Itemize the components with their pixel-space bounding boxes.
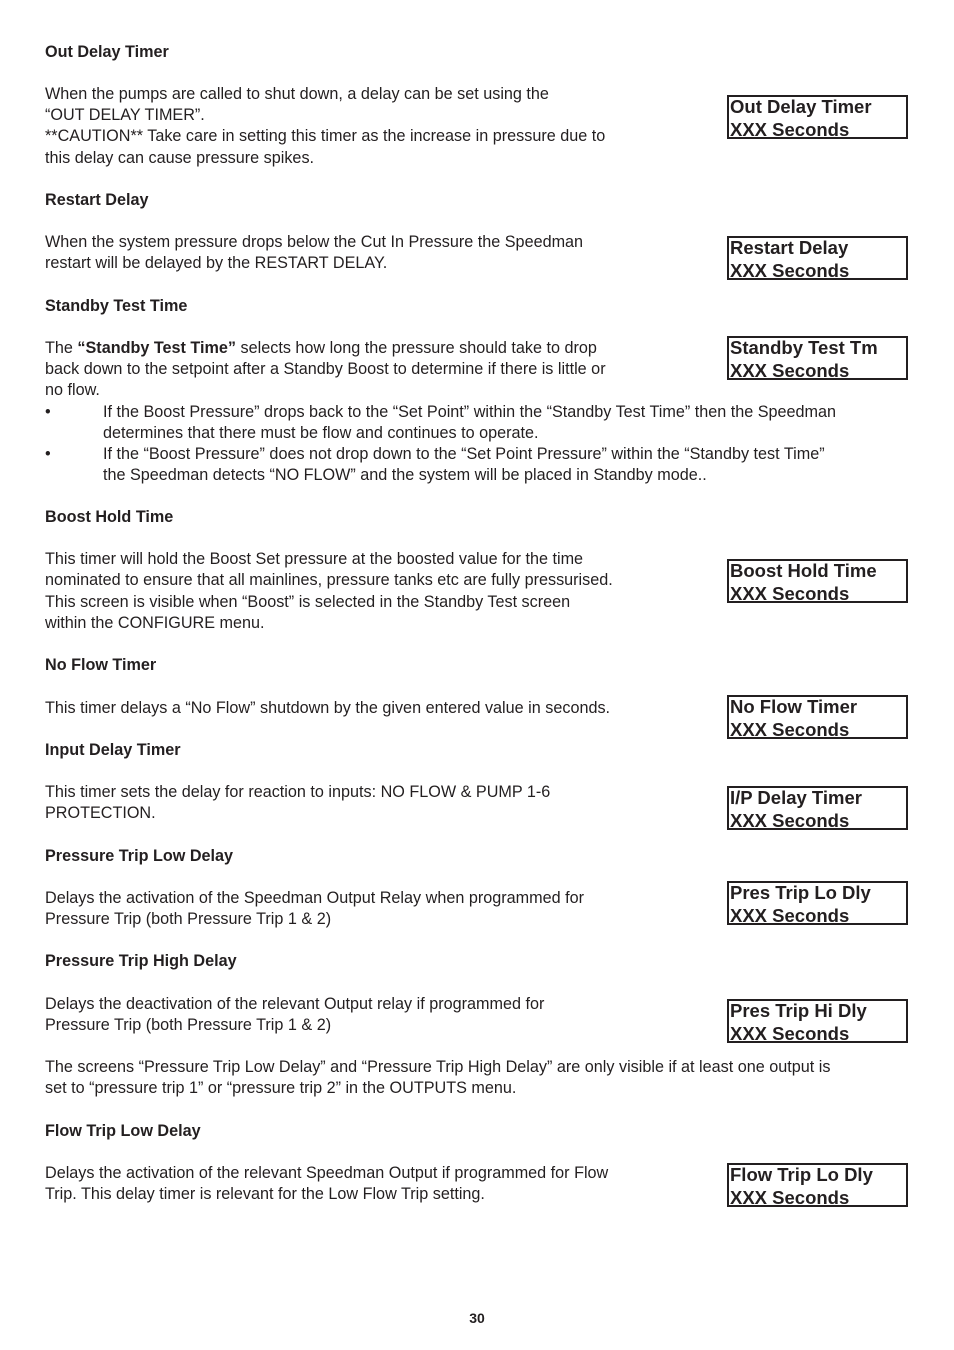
out-delay-line-1: When the pumps are called to shut down, a delay can be set using the [45,85,549,103]
bullet-2-line-1: If the “Boost Pressure” does not drop down to the “Set Point Pressure” within the “Standby test Time” [103,445,825,463]
pres-trip-low-line-2: Pressure Trip (both Pressure Trip 1 & 2) [45,910,332,928]
out-delay-line-3: **CAUTION** Take care in setting this timer as the increase in pressure due to [45,127,606,145]
boost-hold-line-1: This timer will hold the Boost Set pressure at the boosted value for the time [45,550,584,568]
display-standby-test-tm [727,336,908,380]
bullet-1-line-1: If the Boost Pressure” drops back to the “Set Point” within the “Standby Test Time” then the Speedman [103,403,837,421]
heading-no-flow-timer: No Flow Timer [45,656,157,674]
display-ip-delay-timer [727,786,908,830]
heading-pressure-trip-low-delay: Pressure Trip Low Delay [45,847,234,865]
heading-restart-delay: Restart Delay [45,191,149,209]
flow-trip-low-line-2: Trip. This delay timer is relevant for the Low Flow Trip setting. [45,1185,485,1203]
out-delay-line-4: this delay can cause pressure spikes. [45,149,315,167]
boost-hold-line-4: within the CONFIGURE menu. [45,614,265,632]
heading-boost-hold-time: Boost Hold Time [45,508,174,526]
restart-delay-line-2: restart will be delayed by the RESTART DELAY. [45,254,388,272]
input-delay-line-2: PROTECTION. [45,804,156,822]
display-line-2: XXX Seconds [730,583,850,604]
display-line-2: XXX Seconds [730,719,850,740]
boost-hold-line-2: nominated to ensure that all mainlines, pressure tanks etc are fully pressurised. [45,571,613,589]
display-line-2: XXX Seconds [730,260,850,281]
heading-standby-test-time: Standby Test Time [45,297,188,315]
standby-test-term: “Standby Test Time” [77,339,237,357]
display-boost-hold-time [727,559,908,603]
display-line-1: Pres Trip Hi Dly [730,1000,867,1021]
heading-input-delay-timer: Input Delay Timer [45,741,181,759]
heading-pressure-trip-high-delay: Pressure Trip High Delay [45,952,237,970]
display-flow-trip-lo-dly [727,1163,908,1207]
restart-delay-line-1: When the system pressure drops below the Cut In Pressure the Speedman [45,233,584,251]
display-out-delay-timer [727,95,908,139]
display-line-1: Out Delay Timer [730,96,872,117]
heading-flow-trip-low-delay: Flow Trip Low Delay [45,1122,201,1140]
display-line-2: XXX Seconds [730,360,850,381]
pres-trip-high-line-1: Delays the deactivation of the relevant Output relay if programmed for [45,995,545,1013]
pres-trip-low-line-1: Delays the activation of the Speedman Output Relay when programmed for [45,889,584,907]
standby-test-line-3: no flow. [45,381,100,399]
bullet-1-line-2: determines that there must be flow and continues to operate. [103,424,539,442]
display-line-2: XXX Seconds [730,905,850,926]
display-line-2: XXX Seconds [730,119,850,140]
standby-test-line-1 [45,338,597,359]
page-number: 30 [469,1310,485,1326]
heading-out-delay-timer: Out Delay Timer [45,43,169,61]
display-pres-trip-lo-dly [727,881,908,925]
display-line-2: XXX Seconds [730,810,850,831]
display-line-1: Restart Delay [730,237,849,258]
display-line-2: XXX Seconds [730,1023,850,1044]
display-line-1: Flow Trip Lo Dly [730,1164,873,1185]
pres-trip-high-line-2: Pressure Trip (both Pressure Trip 1 & 2) [45,1016,332,1034]
input-delay-line-1: This timer sets the delay for reaction to inputs: NO FLOW & PUMP 1-6 [45,783,551,801]
display-pres-trip-hi-dly [727,999,908,1043]
boost-hold-line-3: This screen is visible when “Boost” is selected in the Standby Test screen [45,593,571,611]
standby-test-line-1-post: selects how long the pressure should take to drop [236,339,597,357]
pres-trip-note-line-2: set to “pressure trip 1” or “pressure trip 2” in the OUTPUTS menu. [45,1079,517,1097]
no-flow-line-1: This timer delays a “No Flow” shutdown by the given entered value in seconds. [45,699,611,717]
standby-test-line-1-pre: The [45,339,78,357]
display-line-2: XXX Seconds [730,1187,850,1208]
display-restart-delay [727,236,908,280]
display-no-flow-timer [727,695,908,739]
standby-test-line-2: back down to the setpoint after a Standby Boost to determine if there is little or [45,360,606,378]
bullet-2-line-2: the Speedman detects “NO FLOW” and the system will be placed in Standby mode.. [103,466,707,484]
out-delay-line-2: “OUT DELAY TIMER”. [45,106,205,124]
flow-trip-low-line-1: Delays the activation of the relevant Speedman Output if programmed for Flow [45,1164,609,1182]
display-line-1: Pres Trip Lo Dly [730,882,871,903]
bullet-marker: • [45,403,51,421]
bullet-marker: • [45,445,51,463]
display-line-1: No Flow Timer [730,696,858,717]
display-line-1: Standby Test Tm [730,337,878,358]
display-line-1: Boost Hold Time [730,560,877,581]
display-line-1: I/P Delay Timer [730,787,862,808]
pres-trip-note-line-1: The screens “Pressure Trip Low Delay” and “Pressure Trip High Delay” are only visible if at least one output is [45,1058,831,1076]
